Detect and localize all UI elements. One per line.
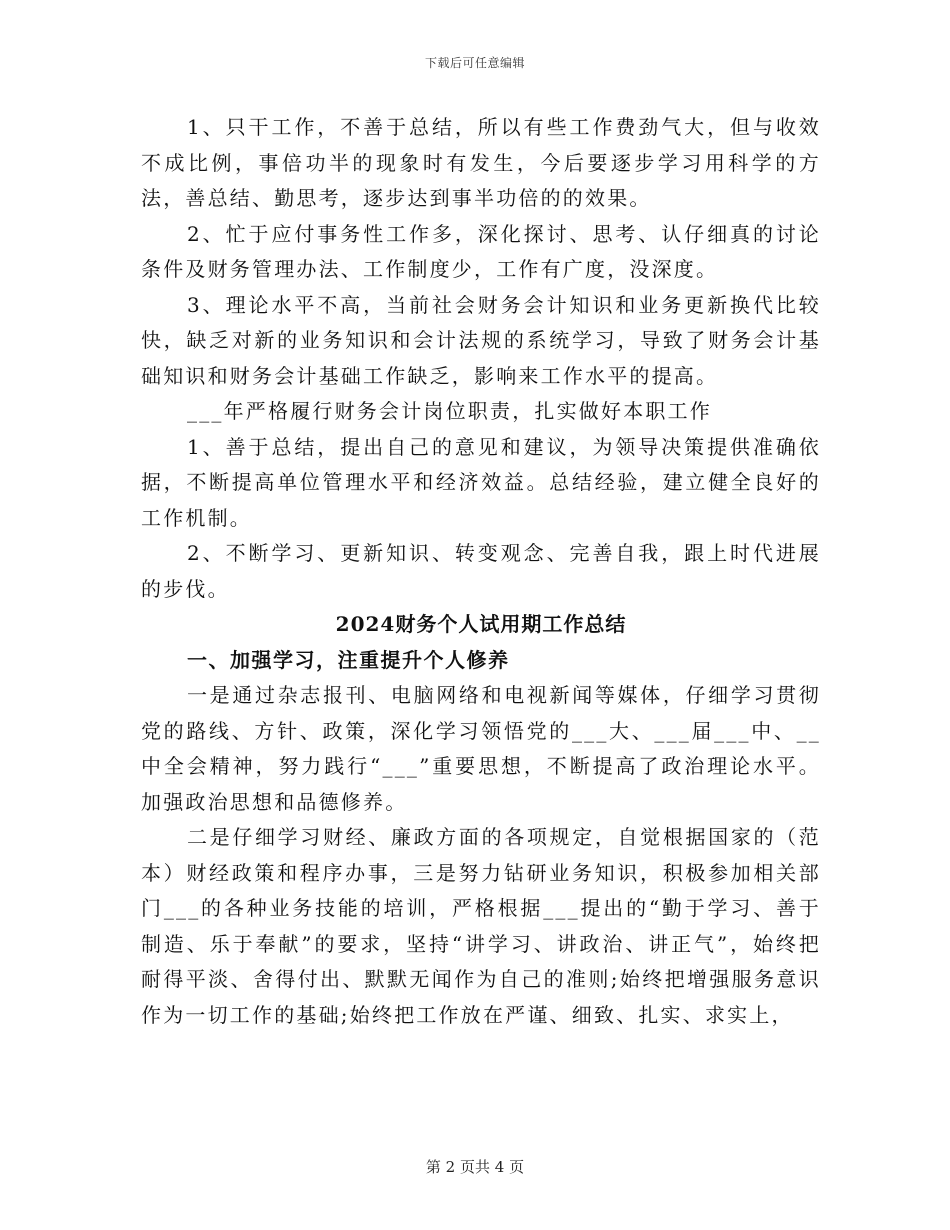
paragraph: 2、忙于应付事务性工作多，深化探讨、思考、认仔细真的讨论条件及财务管理办法、工作制度少，工作有广度，没深度。 (141, 221, 821, 281)
paragraph: 1、善于总结，提出自己的意见和建议，为领导决策提供准确依据，不断提高单位管理水平和经济效益。总结经验，建立健全良好的工作机制。 (141, 434, 821, 530)
page-header: 下载后可任意编辑 (424, 56, 525, 70)
paragraph: 一是通过杂志报刊、电脑网络和电视新闻等媒体，仔细学习贯彻党的路线、方针、政策，深化学习领悟党的___大、___届___中、__中全会精神，努力践行“___”重要思想，不断提高了政治理论水平。加强政治思想和品德修养。 (141, 683, 821, 814)
paragraph: ___年严格履行财务会计岗位职责，扎实做好本职工作 (187, 399, 712, 423)
section-heading: 一、加强学习，注重提升个人修养 (187, 647, 510, 672)
paragraph: 1、只干工作，不善于总结，所以有些工作费劲气大，但与收效不成比例，事倍功半的现象时有发生，今后要逐步学习用科学的方法，善总结、勤思考，逐步达到事半功倍的的效果。 (141, 115, 821, 210)
document-body (141, 110, 821, 1033)
page-footer: 第 2 页共 4 页 (425, 1158, 525, 1176)
paragraph: 3、理论水平不高，当前社会财务会计知识和业务更新换代比较快，缺乏对新的业务知识和会计法规的系统学习，导致了财务会计基础知识和财务会计基础工作缺乏，影响来工作水平的提高。 (141, 292, 821, 388)
section-title: 2024财务个人试用期工作总结 (335, 612, 627, 636)
paragraph: 2、不断学习、更新知识、转变观念、完善自我，跟上时代进展的步伐。 (141, 541, 821, 601)
paragraph: 二是仔细学习财经、廉政方面的各项规定，自觉根据国家的（范本）财经政策和程序办事，三是努力钻研业务知识，积极参加相关部门___的各种业务技能的培训，严格根据___提出的“勤于学习、善于制造、乐于奉献”的要求，坚持“讲学习、讲政治、讲正气”，始终把耐得平淡、舍得付出、默默无闻作为自己的准则;始终把增强服务意识作为一切工作的基础;始终把工作放在严谨、细致、扎实、求实上， (141, 825, 821, 1027)
